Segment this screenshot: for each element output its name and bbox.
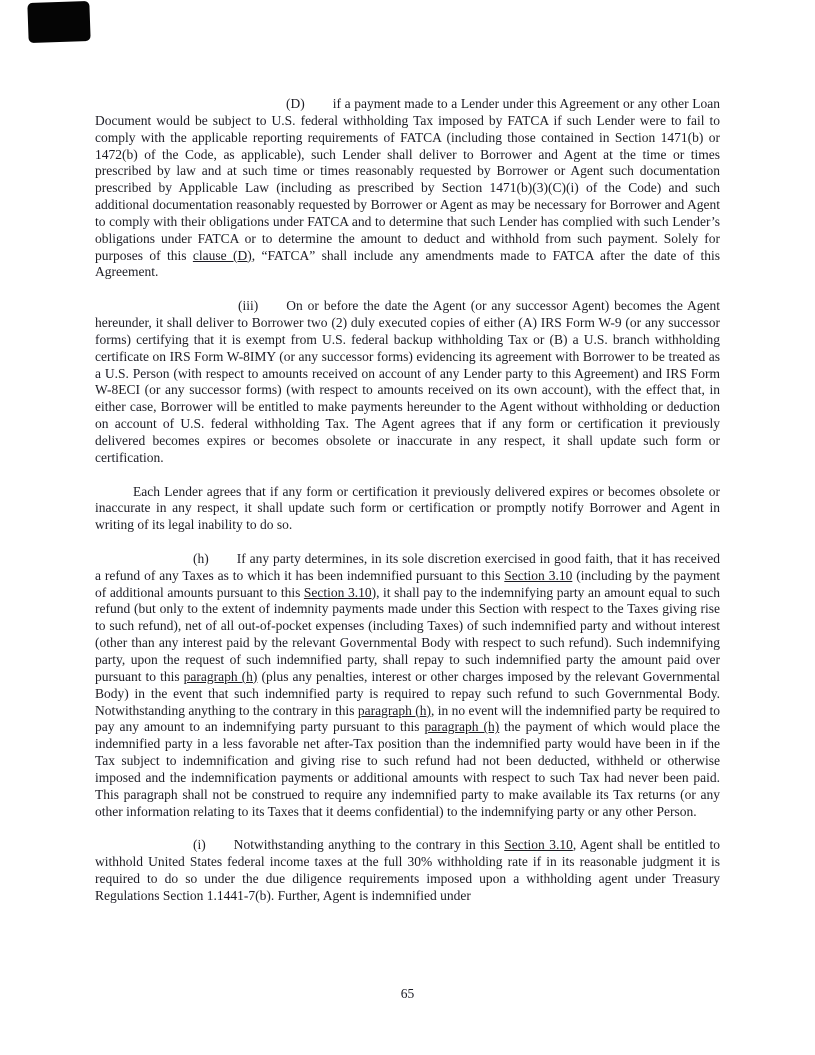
underlined-reference: Section 3.10 <box>504 837 573 853</box>
page-number: 65 <box>400 986 415 1001</box>
text-run: Each Lender agrees that if any form or certification it previously delivered expires or becomes obsolete or inaccurate in any respect, it shall update such form or certification or promptly notify Borrower and Agent in writing of its legal inability to do so. <box>95 483 720 533</box>
text-run: , Agent shall be entitled to withhold United States federal income taxes at the full 30% withholding rate if in its reasonable judgment it is required to do so under the due diligence requirements imposed upon a withholding agent under Treasury Regulations Section 1.1441-7(b). Further, Agent is indemnified under <box>95 837 721 903</box>
underlined-reference: Section 3.10 <box>303 584 372 600</box>
text-run: On or before the date the Agent (or any successor Agent) becomes the Agent hereunder, it shall deliver to Borrower two (2) duly executed copies of either (A) IRS Form W-9 (or any successor forms) certifying that it is exempt from U.S. federal backup withholding Tax or (B) a U.S. branch withholding certificate on IRS Form W-8IMY (or any successor forms) evidencing its agreement with Borrower to be treated as a U.S. Person (with respect to amounts received on account of any Lender party to this Agreement) and IRS Form W-8ECI (or any successor forms) (with respect to amounts received on its own account), with the effect that, in either case, Borrower will be entitled to make payments hereunder to the Agent without withholding or deduction on account of U.S. federal withholding Tax. The Agent agrees that if any form or certification it previously delivered becomes expires or becomes obsolete or inaccurate in any respect, it shall update such form or certification. <box>95 298 720 465</box>
text-run: Notwithstanding anything to the contrary in this <box>233 837 505 853</box>
text-run: if a payment made to a Lender under this Agreement or any other Loan Document would be subject to U.S. federal withholding Tax imposed by FATCA if such Lender were to fail to comply with the applicable reporting requirements of FATCA (including those contained in Section 1471(b) or 1472(b) of the Code, as applicable), such Lender shall deliver to Borrower and Agent at the time or times prescribed by law and at such time or times reasonably requested by Borrower or Agent such documentation prescribed by Applicable Law (including as prescribed by Section 1471(b)(3)(C)(i) of the Code) and such additional documentation reasonably requested by Borrower or Agent as may be necessary for Borrower and Agent to comply with their obligations under FATCA and to determine that such Lender has complied with such Lender’s obligations under FATCA or to determine the amount to deduct and withhold from such payment. Solely for purposes of this <box>95 96 720 263</box>
text-run: , in no event will the indemnified party be required to pay any amount to an indemnifying party pursuant to this <box>95 702 721 735</box>
text-run: (i) <box>193 837 206 853</box>
text-run: (plus any penalties, interest or other charges imposed by the relevant Governmental Body) in the event that such indemnified party is required to repay such refund to such Governmental Body. Notwithstanding anything to the contrary in this <box>95 668 720 718</box>
paragraph-clause-d <box>95 96 720 281</box>
underlined-reference: Section 3.10 <box>504 567 573 583</box>
text-run: (iii) <box>238 298 259 314</box>
underlined-reference: paragraph (h) <box>424 719 500 735</box>
document-body <box>95 96 720 922</box>
text-run: ), it shall pay to the indemnifying party an amount equal to such refund (but only to the extent of indemnity payments made under this Section with respect to the Taxes giving rise to such refund), net of all out-of-pocket expenses (including Taxes) of such indemnified party and without interest (other than any interest paid by the relevant Governmental Body with respect to such refund). Such indemnifying party, upon the request of such indemnified party, shall repay to such indemnified party the amount paid over pursuant to this <box>95 584 720 684</box>
underlined-reference: paragraph (h) <box>183 668 258 684</box>
text-run: , “FATCA” shall include any amendments made to FATCA after the date of this Agreement. <box>95 247 720 280</box>
underlined-reference: clause (D) <box>192 247 252 263</box>
text-run: (D) <box>286 96 305 111</box>
text-run: the payment of which would place the indemnified party in a less favorable net after-Tax position than the indemnified party would have been in if the Tax subject to indemnification and giving rise to such refund had not been deducted, withheld or otherwise imposed and the indemnification payments or additional amounts with respect to such Tax had never been paid. This paragraph shall not be construed to require any indemnified party to make available its Tax returns (or any other information relating to its Taxes that it deems confidential) to the indemnifying party or any other Person. <box>95 719 720 819</box>
paragraph-clause-h <box>95 551 720 821</box>
text-run: (including by the payment of additional amounts pursuant to this <box>95 567 720 600</box>
paragraph-clause-iii <box>95 298 720 466</box>
paragraph-clause-i <box>95 837 720 904</box>
text-run: If any party determines, in its sole discretion exercised in good faith, that it has received a refund of any Taxes as to which it has been indemnified pursuant to this <box>95 550 720 583</box>
underlined-reference: paragraph (h) <box>357 702 431 718</box>
paragraph-each-lender <box>95 484 720 535</box>
text-run: (h) <box>193 550 209 566</box>
scan-artifact-mark <box>27 1 90 43</box>
